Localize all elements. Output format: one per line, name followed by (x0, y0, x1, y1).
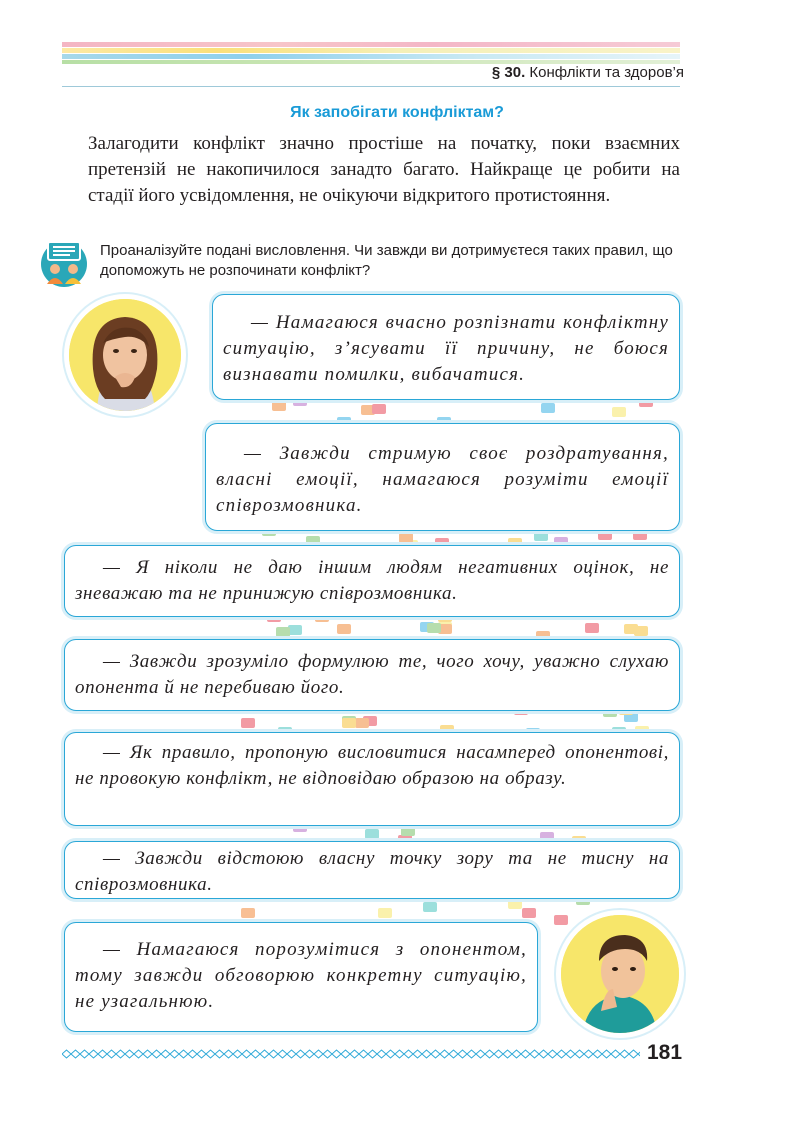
statement-bubble-3 (64, 545, 680, 617)
mosaic-block (612, 407, 626, 417)
mosaic-block (399, 533, 413, 543)
mosaic-block (427, 623, 441, 633)
mosaic-block (355, 718, 369, 728)
statement-bubble-6 (64, 841, 680, 899)
section-title: Конфлікти та здоров’я (529, 64, 684, 81)
statement-bubble-7 (64, 922, 538, 1032)
mosaic-block (633, 530, 647, 540)
header-divider (62, 86, 680, 87)
mosaic-block (372, 404, 386, 414)
mosaic-block (541, 403, 555, 413)
statement-bubble-1 (212, 294, 680, 400)
header-stripes (62, 42, 680, 64)
mosaic-block (585, 623, 599, 633)
statement-text: — Завжди стримую своє роздратування, власні емоції, намагаюся розуміти емоції співрозмовника. (216, 443, 669, 516)
mosaic-block (423, 902, 437, 912)
statement-text: — Завжди зрозуміло формулюю те, чого хочу, уважно слухаю опонента й не перебиваю його. (75, 651, 669, 698)
footer-diamond-border (62, 1049, 640, 1059)
mosaic-block (378, 908, 392, 918)
mosaic-block (241, 908, 255, 918)
page-number: 181 (647, 1041, 683, 1064)
discussion-icon (38, 236, 90, 288)
mosaic-block (276, 627, 290, 637)
mosaic-block (624, 624, 638, 634)
mosaic-block (508, 899, 522, 909)
mosaic-block (272, 401, 286, 411)
mosaic-block (337, 624, 351, 634)
mosaic-block (598, 530, 612, 540)
statement-text: — Як правило, пропоную висловитися насамперед опонентові, не провокую конфлікт, не відповідаю образою на образу. (75, 742, 669, 789)
statement-text: — Я ніколи не даю іншим людям негативних оцінок, не зневажаю та не принижую співрозмовника. (75, 557, 669, 604)
mosaic-block (401, 826, 415, 836)
task-instruction: Проаналізуйте подані висловлення. Чи завжди ви дотримуєтеся таких правил, що допоможуть не розпочинати конфлікт? (100, 242, 673, 279)
mosaic-block (522, 908, 536, 918)
statement-bubble-4 (64, 639, 680, 711)
statement-text: — Намагаюся вчасно розпізнати конфліктну ситуацію, з’ясувати її причину, не боюся визнавати помилки, вибачатися. (223, 312, 669, 385)
section-number: § 30. (491, 64, 526, 81)
mosaic-block (554, 915, 568, 925)
statement-text: — Намагаюся порозумітися з опонентом, тому завжди обговорюю конкретну ситуацію, не узагальнюю. (75, 939, 527, 1012)
boy-thinking-photo (556, 910, 684, 1038)
mosaic-block (241, 718, 255, 728)
running-header (492, 64, 684, 81)
mosaic-block (288, 625, 302, 635)
mosaic-block (342, 718, 356, 728)
statement-bubble-5 (64, 732, 680, 826)
girl-thinking-photo (64, 294, 186, 416)
mosaic-block (365, 829, 379, 839)
statement-text: — Завжди відстоюю власну точку зору та не тисну на співрозмовника. (75, 848, 669, 895)
page-heading: Як запобігати конфліктам? (290, 104, 504, 121)
intro-paragraph: Залагодити конфлікт значно простіше на початку, поки взаємних претензій не накопичилося занадто багато. Найкраще це робити на стадії його усвідомлення, не очікуючи відкритого протистояння. (88, 133, 680, 206)
statement-bubble-2 (205, 423, 680, 531)
mosaic-block (534, 531, 548, 541)
